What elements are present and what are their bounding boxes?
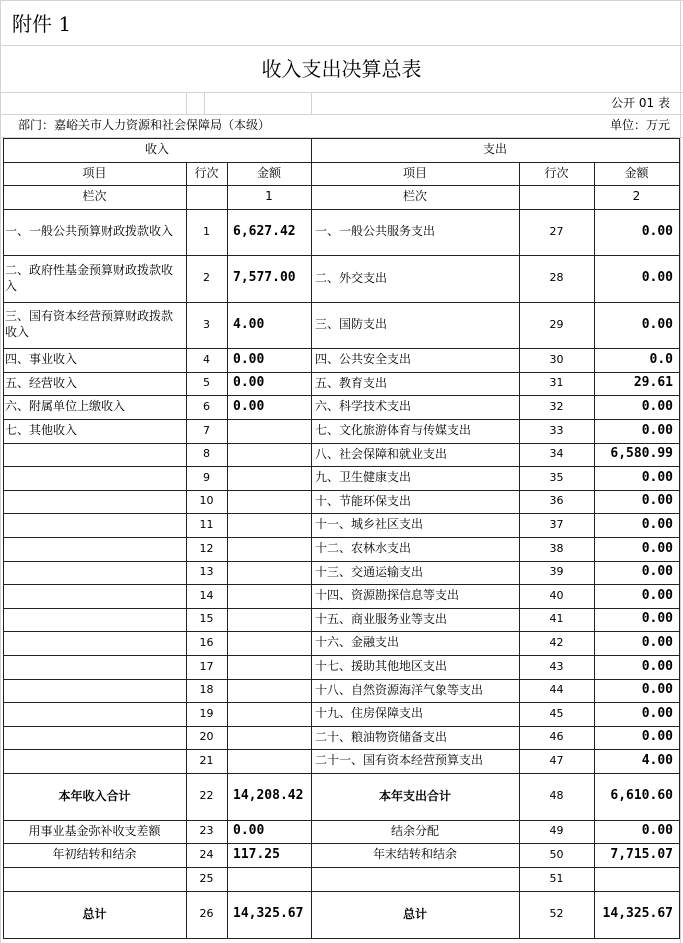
row-border — [3, 608, 680, 609]
income-item — [3, 631, 186, 655]
income-amount: 0.00 — [233, 398, 265, 414]
column-border — [227, 162, 228, 939]
income-row-number: 25 — [199, 871, 214, 885]
income-amount — [227, 608, 311, 631]
table-left-border — [3, 138, 4, 939]
income-amount — [227, 655, 311, 679]
expense-item: 八、社会保障和就业支出 — [315, 446, 448, 461]
income-item: 三、国有资本经营预算财政拨款收入 — [5, 309, 174, 339]
expense-row-number: 27 — [549, 224, 564, 238]
income-row-number: 18 — [199, 683, 214, 697]
income-item: 本年收入合计 — [58, 788, 131, 803]
expense-row-number: 31 — [549, 376, 564, 390]
expense-amount: 4.00 — [641, 752, 673, 768]
income-row-number: 14 — [199, 588, 214, 602]
income-row-number: 4 — [203, 352, 210, 366]
income-row-number: 11 — [199, 517, 214, 531]
report-title: 收入支出决算总表 — [261, 57, 422, 81]
income-amount: 0.00 — [233, 351, 265, 367]
income-row-number: 6 — [203, 399, 210, 413]
income-amount — [227, 702, 311, 726]
column-border — [519, 162, 520, 939]
expense-row-number: 49 — [549, 824, 564, 838]
spreadsheet-gridline — [0, 0, 683, 1]
expense-item: 结余分配 — [390, 823, 439, 838]
income-item — [3, 679, 186, 702]
income-item: 五、经营收入 — [5, 375, 78, 390]
row-border — [3, 702, 680, 703]
expense-row-number: 43 — [549, 659, 564, 673]
row-border — [3, 773, 680, 774]
row-border — [3, 679, 680, 680]
income-item — [3, 867, 186, 891]
row-border — [3, 490, 680, 491]
expense-item: 一、一般公共服务支出 — [315, 224, 436, 239]
income-row-number: 23 — [199, 824, 214, 838]
income-amount: 7,577.00 — [233, 270, 296, 286]
expense-item: 十九、住房保障支出 — [315, 706, 424, 721]
income-row-number: 15 — [199, 612, 214, 626]
expense-row-number: 41 — [549, 612, 564, 626]
income-item: 总计 — [82, 906, 107, 921]
income-amount — [227, 537, 311, 561]
income-amount — [227, 679, 311, 702]
expense-row-number: 38 — [549, 541, 564, 555]
income-row-number: 17 — [199, 659, 214, 673]
income-header-cell — [186, 185, 227, 209]
expense-item: 二十一、国有资本经营预算支出 — [315, 753, 484, 768]
row-border — [3, 537, 680, 538]
expense-header-cell: 金额 — [624, 165, 649, 180]
row-border — [3, 372, 680, 373]
expense-amount: 0.00 — [641, 823, 673, 839]
expense-item: 二十、粮油物资储备支出 — [315, 729, 448, 744]
income-item — [3, 608, 186, 631]
spreadsheet-gridline — [0, 0, 1, 943]
income-row-number: 22 — [199, 789, 214, 803]
column-border — [594, 162, 595, 939]
income-row-number: 8 — [203, 447, 210, 461]
column-border — [186, 162, 187, 939]
expense-amount: 0.00 — [641, 223, 673, 239]
row-border — [3, 395, 680, 396]
expense-amount: 14,325.67 — [602, 906, 673, 922]
expense-row-number: 39 — [549, 565, 564, 579]
income-row-number: 20 — [199, 730, 214, 744]
income-item — [3, 561, 186, 584]
income-amount — [227, 584, 311, 608]
expense-item: 十六、金融支出 — [315, 635, 400, 650]
income-row-number: 21 — [199, 753, 214, 767]
expense-item: 十三、交通运输支出 — [315, 564, 424, 579]
expense-item: 十四、资源勘探信息等支出 — [315, 588, 460, 603]
expense-amount: 0.00 — [641, 705, 673, 721]
expense-row-number: 30 — [549, 352, 564, 366]
row-border — [3, 749, 680, 750]
expense-row-number: 52 — [549, 907, 564, 921]
row-border — [3, 726, 680, 727]
expense-amount: 0.00 — [641, 729, 673, 745]
expense-amount: 0.00 — [641, 658, 673, 674]
income-amount — [227, 443, 311, 466]
table-code: 公开 01 表 — [611, 95, 670, 110]
expense-item: 年末结转和结余 — [372, 847, 457, 862]
income-row-number: 24 — [199, 847, 214, 861]
income-header-cell: 金额 — [256, 165, 281, 180]
expense-amount: 0.00 — [641, 469, 673, 485]
income-header-cell: 1 — [265, 189, 273, 204]
row-border — [3, 302, 680, 303]
expense-row-number: 47 — [549, 753, 564, 767]
income-amount: 14,208.42 — [233, 788, 304, 804]
expense-item: 六、科学技术支出 — [315, 399, 412, 414]
expense-row-number: 45 — [549, 706, 564, 720]
income-amount: 0.00 — [233, 823, 265, 839]
spreadsheet-gridline — [186, 92, 187, 114]
expense-item: 九、卫生健康支出 — [315, 470, 412, 485]
expense-amount: 0.00 — [641, 493, 673, 509]
expense-item: 总计 — [402, 906, 427, 921]
expense-amount: 0.00 — [641, 316, 673, 332]
expense-amount: 0.00 — [641, 564, 673, 580]
expense-amount: 0.00 — [641, 611, 673, 627]
income-item — [3, 513, 186, 537]
row-border — [3, 419, 680, 420]
row-border — [3, 466, 680, 467]
income-header-cell: 栏次 — [82, 189, 107, 204]
expense-item: 十七、援助其他地区支出 — [315, 659, 448, 674]
income-row-number: 9 — [203, 470, 210, 484]
income-row-number: 7 — [203, 423, 210, 437]
expense-item — [311, 867, 519, 891]
expense-row-number: 50 — [549, 847, 564, 861]
income-amount: 4.00 — [233, 316, 265, 332]
expense-amount: 0.0 — [649, 351, 673, 367]
expense-amount: 7,715.07 — [610, 846, 673, 862]
income-expense-divider — [311, 138, 312, 939]
row-border — [3, 867, 680, 868]
income-item — [3, 443, 186, 466]
row-border — [3, 631, 680, 632]
income-amount — [227, 749, 311, 773]
expense-item: 十、节能环保支出 — [315, 493, 412, 508]
income-item — [3, 537, 186, 561]
row-border — [3, 443, 680, 444]
header-border — [3, 162, 680, 163]
expense-row-number: 28 — [549, 271, 564, 285]
income-item — [3, 490, 186, 513]
expense-item: 十一、城乡社区支出 — [315, 517, 424, 532]
income-item — [3, 584, 186, 608]
income-item — [3, 749, 186, 773]
expense-item: 三、国防支出 — [315, 317, 388, 332]
expense-header-cell: 栏次 — [402, 189, 427, 204]
expense-item: 二、外交支出 — [315, 270, 388, 285]
expense-header-cell: 项目 — [402, 165, 427, 180]
expense-amount: 0.00 — [641, 270, 673, 286]
expense-row-number: 48 — [549, 789, 564, 803]
expense-row-number: 29 — [549, 317, 564, 331]
row-border — [3, 348, 680, 349]
income-amount — [227, 561, 311, 584]
income-amount — [227, 466, 311, 490]
income-row-number: 26 — [199, 907, 214, 921]
income-item: 二、政府性基金预算财政拨款收入 — [5, 262, 174, 293]
row-border — [3, 843, 680, 844]
income-item: 六、附属单位上缴收入 — [5, 399, 126, 414]
expense-item: 十八、自然资源海洋气象等支出 — [315, 682, 484, 697]
row-border — [3, 255, 680, 256]
expense-amount: 0.00 — [641, 587, 673, 603]
expense-item: 七、文化旅游体育与传媒支出 — [315, 423, 472, 438]
expense-amount: 0.00 — [641, 516, 673, 532]
expense-row-number: 51 — [549, 871, 564, 885]
expense-item: 本年支出合计 — [378, 788, 451, 803]
income-item: 用事业基金弥补收支差额 — [28, 823, 161, 838]
row-border — [3, 820, 680, 821]
row-border — [3, 584, 680, 585]
expense-item: 五、教育支出 — [315, 375, 388, 390]
income-row-number: 1 — [203, 224, 210, 238]
spreadsheet-gridline — [204, 92, 205, 114]
expense-amount: 6,610.60 — [610, 788, 673, 804]
table-bottom-border — [3, 938, 680, 939]
income-amount: 0.00 — [233, 375, 265, 391]
expense-amount: 0.00 — [641, 634, 673, 650]
income-item — [3, 726, 186, 749]
expense-section-header: 支出 — [482, 142, 507, 157]
income-item — [3, 466, 186, 490]
spreadsheet-gridline — [680, 0, 681, 943]
department-name: 部门：嘉峪关市人力资源和社会保障局（本级） — [18, 118, 271, 133]
attachment-label: 附件 1 — [12, 12, 72, 36]
income-amount — [227, 419, 311, 443]
row-border — [3, 561, 680, 562]
unit-label: 单位：万元 — [609, 118, 670, 133]
expense-row-number: 35 — [549, 470, 564, 484]
expense-row-number: 44 — [549, 683, 564, 697]
income-row-number: 13 — [199, 565, 214, 579]
expense-amount: 0.00 — [641, 540, 673, 556]
expense-amount: 29.61 — [633, 375, 673, 391]
income-section-header: 收入 — [144, 142, 169, 157]
income-amount — [227, 513, 311, 537]
income-item — [3, 655, 186, 679]
expense-amount: 6,580.99 — [610, 446, 673, 462]
expense-row-number: 42 — [549, 635, 564, 649]
expense-row-number: 46 — [549, 730, 564, 744]
row-border — [3, 513, 680, 514]
expense-header-cell: 行次 — [544, 165, 569, 180]
income-item: 一、一般公共预算财政拨款收入 — [5, 224, 174, 239]
expense-amount — [594, 867, 679, 891]
income-amount: 117.25 — [233, 846, 280, 862]
income-amount — [227, 631, 311, 655]
expense-item: 十二、农林水支出 — [315, 541, 412, 556]
income-row-number: 10 — [199, 494, 214, 508]
income-row-number: 3 — [203, 317, 210, 331]
expense-row-number: 36 — [549, 494, 564, 508]
row-border — [3, 655, 680, 656]
income-item: 四、事业收入 — [5, 352, 78, 367]
income-amount — [227, 726, 311, 749]
income-item — [3, 702, 186, 726]
expense-item: 四、公共安全支出 — [315, 352, 412, 367]
income-row-number: 16 — [199, 635, 214, 649]
income-item: 七、其他收入 — [5, 423, 78, 438]
expense-amount: 0.00 — [641, 398, 673, 414]
income-amount — [227, 490, 311, 513]
table-top-border — [3, 138, 680, 139]
expense-row-number: 34 — [549, 447, 564, 461]
income-row-number: 5 — [203, 376, 210, 390]
income-amount — [227, 867, 311, 891]
expense-item: 十五、商业服务业等支出 — [315, 611, 448, 626]
spreadsheet-gridline — [311, 92, 312, 114]
row-border — [3, 891, 680, 892]
expense-header-cell: 2 — [632, 189, 641, 204]
expense-row-number: 33 — [549, 423, 564, 437]
income-amount: 14,325.67 — [233, 906, 304, 922]
header-border — [3, 185, 680, 186]
expense-row-number: 37 — [549, 517, 564, 531]
expense-row-number: 40 — [549, 588, 564, 602]
row-border — [3, 209, 680, 210]
table-right-border — [679, 138, 680, 939]
income-row-number: 19 — [199, 706, 214, 720]
income-header-cell: 项目 — [82, 165, 107, 180]
income-item: 年初结转和结余 — [52, 847, 137, 862]
income-row-number: 12 — [199, 541, 214, 555]
income-amount: 6,627.42 — [233, 223, 296, 239]
income-row-number: 2 — [203, 271, 210, 285]
expense-row-number: 32 — [549, 399, 564, 413]
expense-amount: 0.00 — [641, 422, 673, 438]
expense-header-cell — [519, 185, 594, 209]
income-header-cell: 行次 — [194, 165, 219, 180]
expense-amount: 0.00 — [641, 682, 673, 698]
